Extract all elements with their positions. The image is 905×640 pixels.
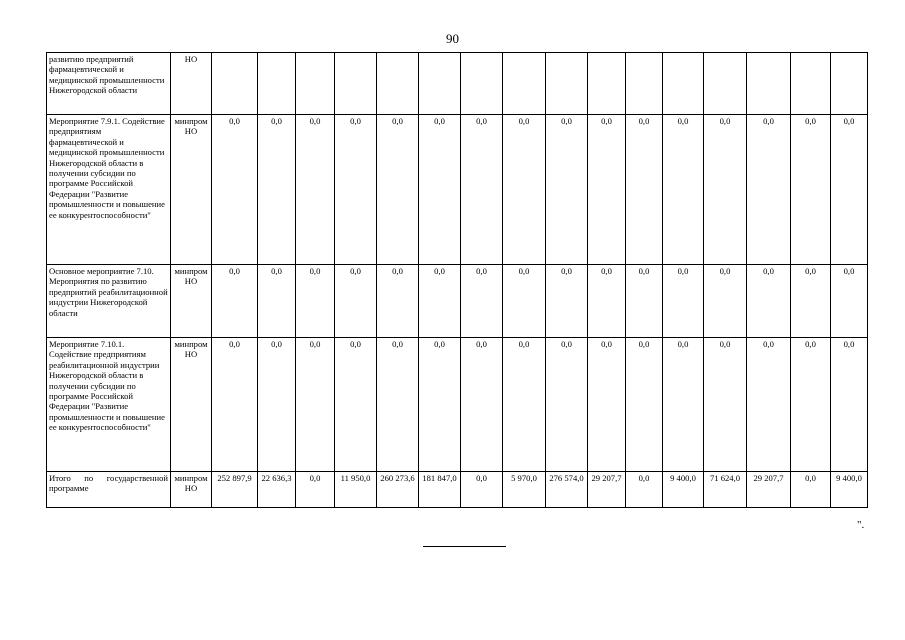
value-cell: 0,0: [626, 472, 663, 508]
responsible-cell: минпром НО: [171, 338, 212, 472]
value-cell: 0,0: [419, 265, 461, 338]
value-cell: 0,0: [377, 115, 419, 265]
value-cell: 0,0: [663, 115, 704, 265]
value-cell: [503, 53, 546, 115]
value-cell: 0,0: [791, 115, 831, 265]
page-number: 90: [446, 31, 459, 46]
value-cell: 0,0: [791, 265, 831, 338]
responsible-cell: НО: [171, 53, 212, 115]
value-cell: 5 970,0: [503, 472, 546, 508]
table-row: [47, 265, 868, 338]
value-cell: [791, 53, 831, 115]
value-cell: 0,0: [212, 265, 258, 338]
value-cell: 0,0: [296, 472, 335, 508]
value-cell: 0,0: [461, 472, 503, 508]
value-cell: [747, 53, 791, 115]
responsible-cell: минпром НО: [171, 115, 212, 265]
value-cell: 0,0: [503, 115, 546, 265]
value-cell: 0,0: [831, 115, 868, 265]
value-cell: [419, 53, 461, 115]
table-row: [47, 472, 868, 508]
value-cell: 0,0: [704, 338, 747, 472]
value-cell: [212, 53, 258, 115]
closing-quote: ".: [857, 519, 865, 531]
value-cell: 0,0: [626, 338, 663, 472]
value-cell: [704, 53, 747, 115]
value-cell: 0,0: [296, 338, 335, 472]
value-cell: 0,0: [335, 265, 377, 338]
value-cell: 276 574,0: [546, 472, 588, 508]
value-cell: [296, 53, 335, 115]
measure-name-cell: Итого по государственной программе: [47, 472, 171, 508]
value-cell: 0,0: [588, 338, 626, 472]
value-cell: 0,0: [546, 115, 588, 265]
value-cell: 0,0: [212, 338, 258, 472]
value-cell: 0,0: [503, 265, 546, 338]
value-cell: 0,0: [588, 115, 626, 265]
value-cell: [546, 53, 588, 115]
value-cell: 71 624,0: [704, 472, 747, 508]
value-cell: [588, 53, 626, 115]
value-cell: 0,0: [212, 115, 258, 265]
table-row: [47, 53, 868, 115]
value-cell: 0,0: [791, 338, 831, 472]
footnote-separator: [423, 546, 506, 547]
value-cell: 9 400,0: [831, 472, 868, 508]
value-cell: 0,0: [296, 265, 335, 338]
value-cell: 0,0: [258, 265, 296, 338]
value-cell: [377, 53, 419, 115]
value-cell: 11 950,0: [335, 472, 377, 508]
value-cell: 0,0: [588, 265, 626, 338]
measure-name-cell: Мероприятие 7.10.1. Содействие предприятиям реабилитационной индустрии Нижегородской области в получении субсидии по программе Российской Федерации "Развитие промышленности и повышение ее конкурентоспособности": [47, 338, 171, 472]
responsible-cell: минпром НО: [171, 265, 212, 338]
value-cell: 0,0: [419, 115, 461, 265]
value-cell: [831, 53, 868, 115]
value-cell: 22 636,3: [258, 472, 296, 508]
value-cell: 0,0: [747, 115, 791, 265]
value-cell: 0,0: [704, 115, 747, 265]
measure-name-cell: Мероприятие 7.9.1. Содействие предприятиям фармацевтической и медицинской промышленности Нижегородской области в получении субсидии по программе Российской Федерации "Развитие промышленности и повышение ее конкурентоспособности": [47, 115, 171, 265]
table-row: [47, 338, 868, 472]
value-cell: 0,0: [747, 338, 791, 472]
measure-name-cell: Основное мероприятие 7.10. Мероприятия по развитию предприятий реабилитационной индустрии Нижегородской области: [47, 265, 171, 338]
value-cell: [663, 53, 704, 115]
value-cell: 0,0: [258, 338, 296, 472]
value-cell: 0,0: [546, 265, 588, 338]
value-cell: 0,0: [503, 338, 546, 472]
value-cell: [461, 53, 503, 115]
budget-table: [46, 52, 868, 508]
value-cell: 0,0: [546, 338, 588, 472]
value-cell: 0,0: [663, 338, 704, 472]
value-cell: 0,0: [747, 265, 791, 338]
value-cell: 0,0: [461, 115, 503, 265]
value-cell: 0,0: [791, 472, 831, 508]
value-cell: 0,0: [377, 265, 419, 338]
value-cell: 0,0: [461, 265, 503, 338]
value-cell: 9 400,0: [663, 472, 704, 508]
value-cell: 260 273,6: [377, 472, 419, 508]
value-cell: [626, 53, 663, 115]
value-cell: 0,0: [663, 265, 704, 338]
value-cell: 252 897,9: [212, 472, 258, 508]
value-cell: 29 207,7: [747, 472, 791, 508]
value-cell: 0,0: [461, 338, 503, 472]
value-cell: [335, 53, 377, 115]
value-cell: 0,0: [296, 115, 335, 265]
value-cell: 181 847,0: [419, 472, 461, 508]
value-cell: [258, 53, 296, 115]
value-cell: 0,0: [626, 115, 663, 265]
value-cell: 0,0: [335, 338, 377, 472]
value-cell: 0,0: [419, 338, 461, 472]
value-cell: 0,0: [258, 115, 296, 265]
value-cell: 0,0: [377, 338, 419, 472]
value-cell: 0,0: [626, 265, 663, 338]
value-cell: 0,0: [335, 115, 377, 265]
table-row: [47, 115, 868, 265]
value-cell: 0,0: [704, 265, 747, 338]
value-cell: 0,0: [831, 338, 868, 472]
value-cell: 0,0: [831, 265, 868, 338]
measure-name-cell: развитию предприятий фармацевтической и медицинской промышленности Нижегородской области: [47, 53, 171, 115]
responsible-cell: минпром НО: [171, 472, 212, 508]
value-cell: 29 207,7: [588, 472, 626, 508]
